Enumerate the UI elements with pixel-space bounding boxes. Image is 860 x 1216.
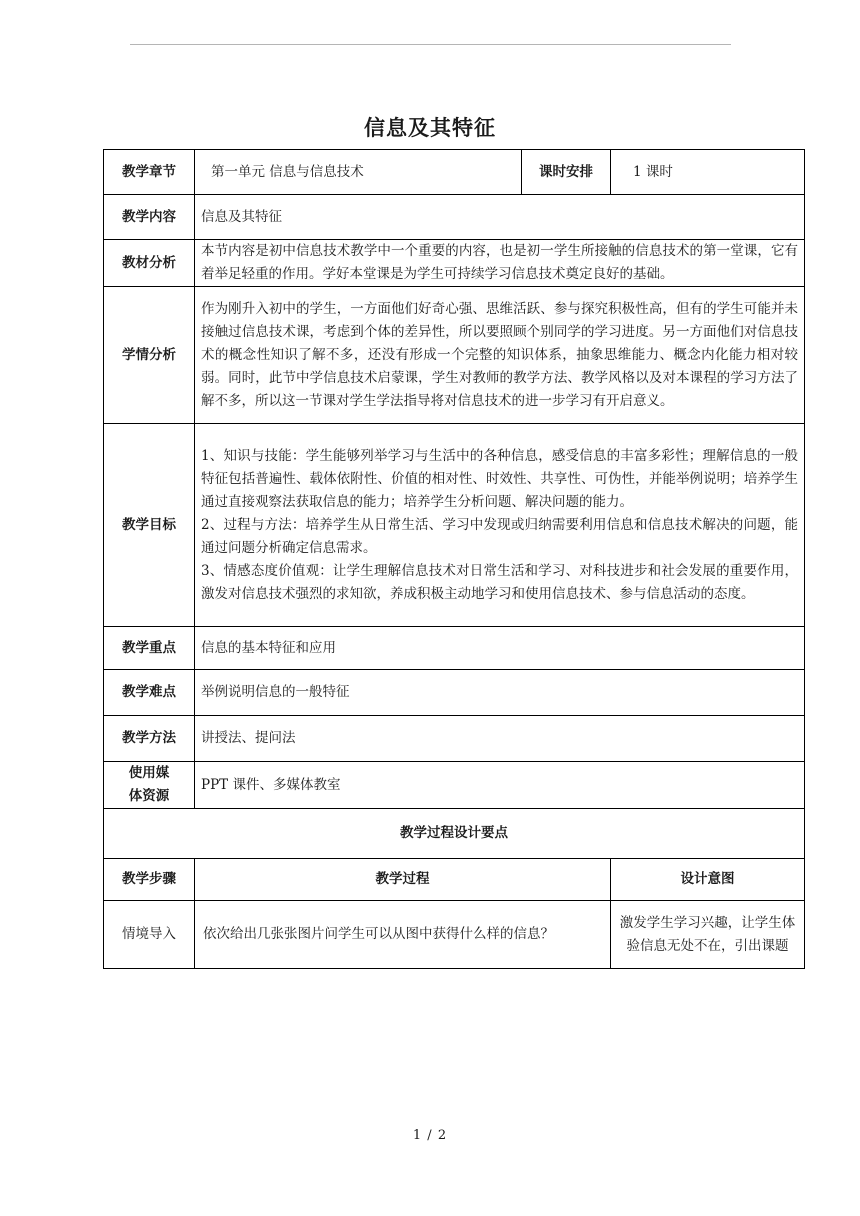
- media-label: [104, 762, 195, 809]
- difficulty-label: 教学难点: [104, 670, 195, 716]
- method-value: 讲授法、提问法: [195, 716, 805, 762]
- chapter-label: 教学章节: [104, 150, 195, 195]
- media-value: PPT 课件、多媒体教室: [195, 762, 805, 809]
- col-step-header: 教学步骤: [104, 859, 195, 901]
- content-label: 教学内容: [104, 195, 195, 240]
- content-value: 信息及其特征: [195, 195, 805, 240]
- lesson-plan-table: [103, 149, 805, 969]
- material-value: 本节内容是初中信息技术教学中一个重要的内容，也是初一学生所接触的信息技术的第一堂课，它有着举足轻重的作用。学好本堂课是为学生可持续学习信息技术奠定良好的基础。: [195, 240, 805, 287]
- process-heading: 教学过程设计要点: [104, 809, 805, 859]
- chapter-row: [104, 150, 805, 195]
- col-process-header: 教学过程: [195, 859, 611, 901]
- schedule-value: 1 课时: [611, 150, 805, 195]
- student-row: [104, 287, 805, 424]
- media-row: [104, 762, 805, 809]
- content-row: [104, 195, 805, 240]
- table-row: [104, 901, 805, 969]
- material-label: 教材分析: [104, 240, 195, 287]
- student-label: 学情分析: [104, 287, 195, 424]
- goal-label: 教学目标: [104, 424, 195, 627]
- key-value: 信息的基本特征和应用: [195, 627, 805, 670]
- step-cell: 情境导入: [104, 901, 195, 969]
- intent-cell: 激发学生学习兴趣，让学生体验信息无处不在，引出课题: [611, 901, 805, 969]
- media-label-line: 使用媒: [128, 765, 170, 781]
- material-row: [104, 240, 805, 287]
- key-label: 教学重点: [104, 627, 195, 670]
- process-columns-row: [104, 859, 805, 901]
- header-rule: [130, 44, 731, 45]
- key-row: [104, 627, 805, 670]
- media-label-line: 体资源: [128, 788, 170, 804]
- goal-item: 3、情感态度价值观：让学生理解信息技术对日常生活和学习、对科技进步和社会发展的重要作用，激发对信息技术强烈的求知欲，养成积极主动地学习和使用信息技术、参与信息活动的态度。: [201, 562, 799, 602]
- process-cell: 依次给出几张张图片问学生可以从图中获得什么样的信息？: [195, 901, 611, 969]
- goal-row: [104, 424, 805, 627]
- student-value: 作为刚升入初中的学生，一方面他们好奇心强、思维活跃、参与探究积极性高，但有的学生可能并未接触过信息技术课，考虑到个体的差异性，所以要照顾个别同学的学习进度。另一方面他们对信息技术的概念性知识了解不多，还没有形成一个完整的知识体系，抽象思维能力、概念内化能力相对较弱。同时，此节中学信息技术启蒙课，学生对教师的教学方法、教学风格以及对本课程的学习方法了解不多，所以这一节课对学生学法指导将对信息技术的进一步学习有开启意义。: [195, 287, 805, 424]
- goal-value: [195, 424, 805, 627]
- schedule-label: 课时安排: [522, 150, 611, 195]
- document-title: 信息及其特征: [364, 116, 496, 140]
- method-label: 教学方法: [104, 716, 195, 762]
- goal-item: 2、过程与方法：培养学生从日常生活、学习中发现或归纳需要利用信息和信息技术解决的问题，能通过问题分析确定信息需求。: [201, 516, 799, 556]
- difficulty-value: 举例说明信息的一般特征: [195, 670, 805, 716]
- method-row: [104, 716, 805, 762]
- process-heading-row: [104, 809, 805, 859]
- goal-item: 1、知识与技能：学生能够列举学习与生活中的各种信息，感受信息的丰富多彩性；理解信息的一般特征包括普遍性、载体依附性、价值的相对性、时效性、共享性、可伪性，并能举例说明；培养学生通过直接观察法获取信息的能力；培养学生分析问题、解决问题的能力。: [201, 447, 799, 510]
- page-number: 1 / 2: [412, 1128, 448, 1143]
- col-intent-header: 设计意图: [611, 859, 805, 901]
- chapter-value: 第一单元 信息与信息技术: [195, 150, 522, 195]
- difficulty-row: [104, 670, 805, 716]
